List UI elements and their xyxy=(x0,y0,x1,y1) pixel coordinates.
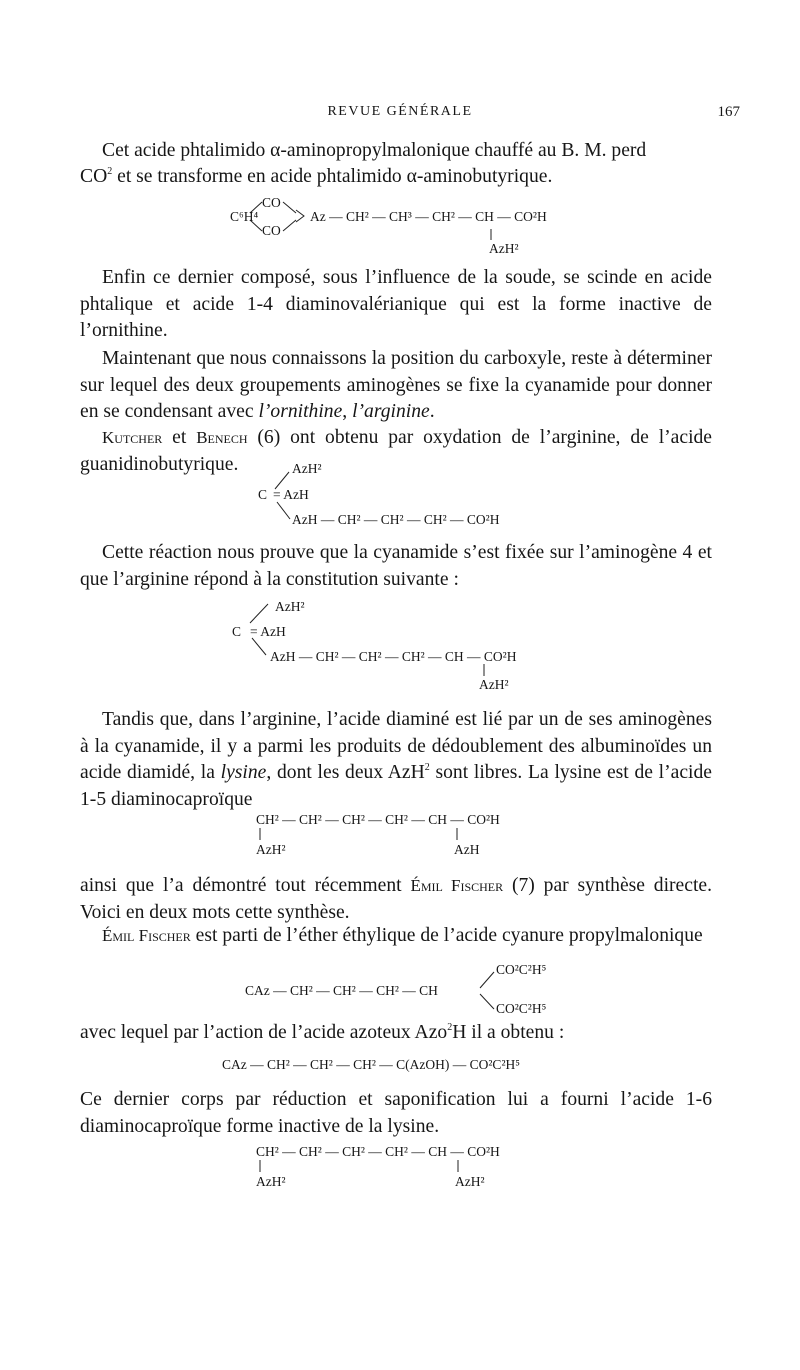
formula-1-azh2: AzH² xyxy=(489,241,519,256)
formula-4-azh: AzH xyxy=(454,842,480,857)
azh-sup: 2 xyxy=(424,762,430,773)
paragraph-7 xyxy=(80,873,712,926)
formula-2-bottom: AzH — CH² — CH² — CH² — CO²H xyxy=(292,512,500,527)
author-fischer-2: Émil Fischer xyxy=(102,926,191,945)
paragraph-9 xyxy=(80,1020,712,1047)
formula-5-bottom: CO²C²H⁵ xyxy=(496,1001,547,1016)
paragraph-1-cont xyxy=(80,164,712,191)
paragraph-5: Cette réaction nous prouve que la cyanamide s’est fixée sur l’aminogène 4 et que l’arginine répond à la constitution suivante : xyxy=(80,542,712,590)
formula-7-azh2-right: AzH² xyxy=(455,1174,485,1189)
formula-1-co-bottom: CO xyxy=(262,223,281,238)
formula-7-chain: CH² — CH² — CH² — CH² — CH — CO²H xyxy=(256,1144,500,1159)
author-benech: Benech xyxy=(196,428,248,447)
formula-3-azh2: AzH² xyxy=(479,677,509,692)
paragraph-6-end: sont libres. La lysine est de l’acide 1-5 diaminocaproïque xyxy=(80,762,712,810)
paragraph-9-text: avec lequel par l’action de l’acide azoteux Azo xyxy=(80,1022,448,1043)
formula-4-azh2: AzH² xyxy=(256,842,286,857)
paragraph-2: Enfin ce dernier composé, sous l’influence de la soude, se scinde en acide phtalique et acide 1-4 diaminovalérianique qui est la forme inactive de l’ornithine. xyxy=(80,267,712,341)
azo-sup: 2 xyxy=(447,1022,453,1033)
period: . xyxy=(429,401,435,422)
ornithine-term: l’ornithine xyxy=(258,401,343,422)
formula-5-chain: CAz — CH² — CH² — CH² — CH xyxy=(245,983,438,998)
paragraph-4 xyxy=(80,425,712,478)
paragraph-3-text: Maintenant que nous connaissons la position du carboxyle, reste à déterminer sur lequel des deux groupements aminogènes se fixe la cyanamide pour donner en se condensant avec xyxy=(80,348,712,422)
formula-2-top: AzH² xyxy=(292,461,322,476)
paragraph-3 xyxy=(80,346,712,426)
conjunction: et xyxy=(162,427,197,448)
comma: , xyxy=(342,401,353,422)
paragraph-8 xyxy=(80,923,712,950)
paragraph-10: Ce dernier corps par réduction et saponification lui a fourni l’acide 1-6 diaminocaproïque forme inactive de la lysine. xyxy=(80,1089,712,1137)
paragraph-6-text: Tandis que, dans l’arginine, l’acide diaminé est lié par un de ses aminogènes à la cyanamide, il y a parmi les produits de dédoublement des albuminoïdes un acide diamidé, la xyxy=(80,709,712,783)
paragraph-6-mid: , dont les deux AzH xyxy=(266,762,425,783)
formula-3-bottom: AzH — CH² — CH² — CH² — CH — CO²H xyxy=(270,649,517,664)
formula-4-chain: CH² — CH² — CH² — CH² — CH — CO²H xyxy=(256,812,500,827)
formula-7-azh2-left: AzH² xyxy=(256,1174,286,1189)
formula-1-co-top: CO xyxy=(262,195,281,210)
formula-2-mid: = AzH xyxy=(273,487,309,502)
formula-3-mid: = AzH xyxy=(250,624,286,639)
paragraph-6 xyxy=(80,707,712,813)
paragraph-1-line-1: Cet acide phtalimido α-aminopropylmalonique chauffé au B. M. perd xyxy=(102,140,647,161)
formula-2-c: C xyxy=(258,487,268,502)
formula-3-c: C xyxy=(232,624,242,639)
formula-5-top: CO²C²H⁵ xyxy=(496,962,547,977)
paragraph-9-end: H il a obtenu : xyxy=(452,1022,565,1043)
paragraph-1-line-2: et se transforme en acide phtalimido α-aminobutyrique. xyxy=(112,166,553,187)
paragraph-8-text: est parti de l’éther éthylique de l’acide cyanure propylmalonique xyxy=(190,925,703,946)
journal-title: REVUE GÉNÉRALE xyxy=(327,104,473,119)
paragraph-7-end: (7) par synthèse directe. Voici en deux mots cette synthèse. xyxy=(80,875,712,923)
arginine-term: l’arginine xyxy=(352,401,430,422)
lysine-term: lysine xyxy=(220,762,267,783)
page-number: 167 xyxy=(717,104,740,120)
running-header xyxy=(0,104,800,124)
formula-1-chain: Az — CH² — CH³ — CH² — CH — CO²H xyxy=(310,209,547,224)
author-fischer: Émil Fischer xyxy=(410,876,504,895)
formula-6-chain: CAz — CH² — CH² — CH² — C(AzOH) — CO²C²H⁵ xyxy=(222,1057,520,1072)
co-text: CO xyxy=(80,166,108,187)
author-kutcher: Kutcher xyxy=(102,428,163,447)
formula-3-top: AzH² xyxy=(275,599,305,614)
formula-1-c6h4: C⁶H⁴ xyxy=(230,209,259,224)
paragraph-4-text: (6) ont obtenu par oxydation de l’arginine, de l’acide guanidinobutyrique. xyxy=(80,427,713,475)
paragraph-1 xyxy=(80,138,712,165)
paragraph-7-text: ainsi que l’a démontré tout récemment xyxy=(80,875,411,896)
co-sup: 2 xyxy=(107,166,113,177)
